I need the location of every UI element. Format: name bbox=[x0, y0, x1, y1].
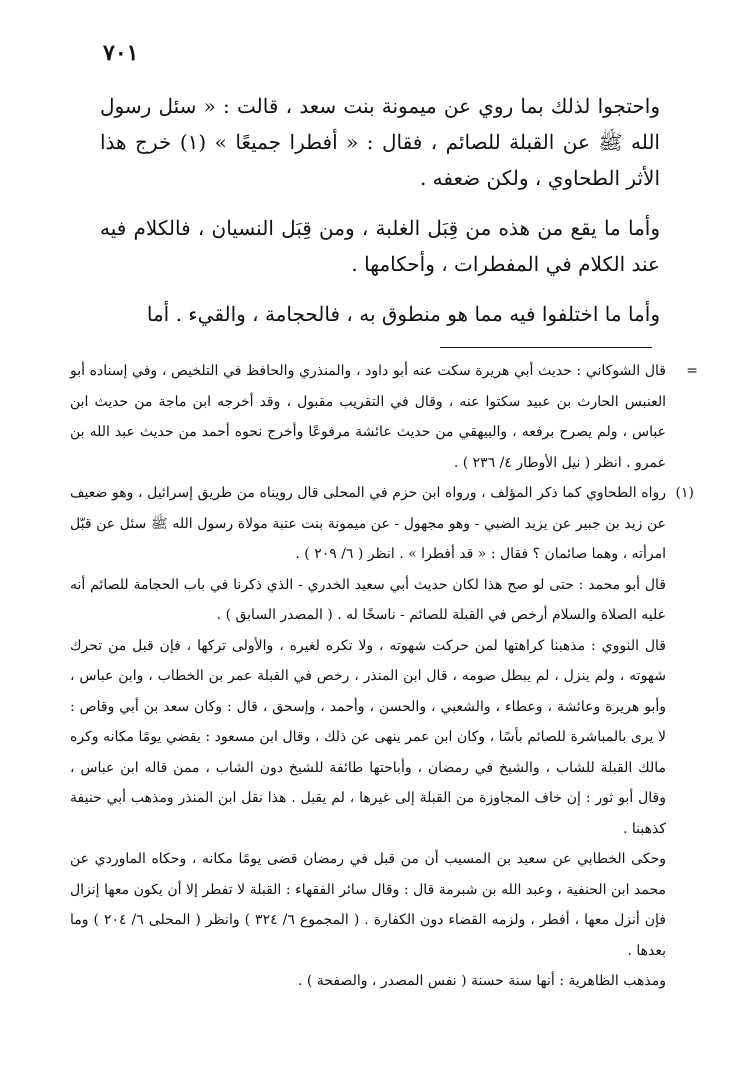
footnote-1-number: (١) bbox=[675, 485, 694, 501]
footnotes bbox=[70, 356, 698, 997]
footnote-paragraph: وحكى الخطابي عن سعيد بن المسيب أن من قبل في رمضان قضى يومًا مكانه ، وحكاه الماوردي عن محمد ابن الحنفية ، وعبد الله بن شبرمة قال : وقال سائر الفقهاء : القبلة لا تفطر إلا أن يكون معها إنزال فإن أنزل معها ، أفطر ، ولزمه القضاء دون الكفارة . ( المجموع ٦/ ٣٢٤ ) وانظر ( المحلى ٦/ ٢٠٤ ) وما بعدها . bbox=[70, 851, 666, 959]
main-paragraph: وأما ما يقع من هذه من قِبَل الغلبة ، ومن قِبَل النسيان ، فالكلام فيه عند الكلام في المفطرات ، وأحكامها . bbox=[100, 216, 660, 276]
page-number: ٧٠١ bbox=[103, 40, 139, 66]
footnote-continuation-text: قال الشوكاني : حديث أبي هريرة سكت عنه أبو داود ، والمنذري والحافظ في التلخيص ، وفي إسناده أبو العنبس الحارث بن عبيد سكتوا عنه ، وقال في التقريب مقبول ، وقد أخرجه ابن ماجة من حديث ابن عباس ، ولم يصرح برفعه ، والبيهقي من حديث عائشة مرفوعًا وأخرج نحوه أحمد من حديث عبد الله بن عمرو . انظر ( نيل الأوطار ٤/ ٢٣٦ ) . bbox=[70, 363, 666, 471]
footnote-continuation-marker: = bbox=[686, 363, 698, 379]
main-paragraph: وأما ما اختلفوا فيه مما هو منطوق به ، فالحجامة ، والقيء . أما bbox=[146, 302, 660, 326]
footnote-continuation bbox=[70, 356, 698, 478]
footnote-paragraph: ومذهب الظاهرية : أنها سنة حسنة ( نفس المصدر ، والصفحة ) . bbox=[297, 973, 666, 989]
footnote-1-text: رواه الطحاوي كما ذكر المؤلف ، ورواه ابن حزم في المحلى قال رويناه من طريق إسرائيل ، وهو ضعيف عن زيد بن جبير عن يزيد الضبي - وهو مجهول - عن ميمونة بنت عتبة مولاة رسول الله ﷺ سئل عن قبّل امرأته ، وهما صائمان ؟ فقال : « قد أفطرا » . انظر ( ٦/ ٢٠٩ ) . bbox=[70, 485, 666, 562]
footnote-1 bbox=[70, 478, 694, 570]
main-paragraph: واحتجوا لذلك بما روي عن ميمونة بنت سعد ، قالت : « سئل رسول الله ﷺ عن القبلة للصائم ، فقال : « أفطرا جميعًا » (١) خرج هذا الأثر الطحاوي ، ولكن ضعفه . bbox=[100, 94, 660, 190]
footnote-paragraph: قال النووي : مذهبنا كراهتها لمن حركت شهوته ، ولا تكره لغيره ، والأولى تركها ، فإن قبل من تحرك شهوته ، ولم ينزل ، لم يبطل صومه ، قال ابن المنذر ، رخص في القبلة عمر بن الخطاب ، وابن عباس ، وأبو هريرة وعائشة ، وعطاء ، والشعبي ، والحسن ، وأحمد ، وإسحق ، قال : وكان سعد بن أبي وقاص : لا يرى بالمباشرة للصائم بأسًا ، وكان ابن عمر ينهى عن ذلك ، وقال ابن مسعود : يقضي يومًا مكانه وكره مالك القبلة للشاب ، والشيخ في رمضان ، وأباحتها طائفة للشيخ دون الشاب ، ممن قاله ابن عباس ، وقال أبو ثور : إن خاف المجاوزة من القبلة إلى غيرها ، لم يقبل . هذا نقل ابن المنذر ومذهب أبي حنيفة كذهبنا . bbox=[70, 637, 666, 837]
footnote-separator bbox=[440, 347, 652, 348]
footnote-paragraph: قال أبو محمد : حتى لو صح هذا لكان حديث أبي سعيد الخدري - الذي ذكرنا في باب الحجامة للصائم أنه عليه الصلاة والسلام أرخص في القبلة للصائم - ناسخًا له . ( المصدر السابق ) . bbox=[70, 576, 666, 623]
main-text bbox=[100, 88, 660, 346]
